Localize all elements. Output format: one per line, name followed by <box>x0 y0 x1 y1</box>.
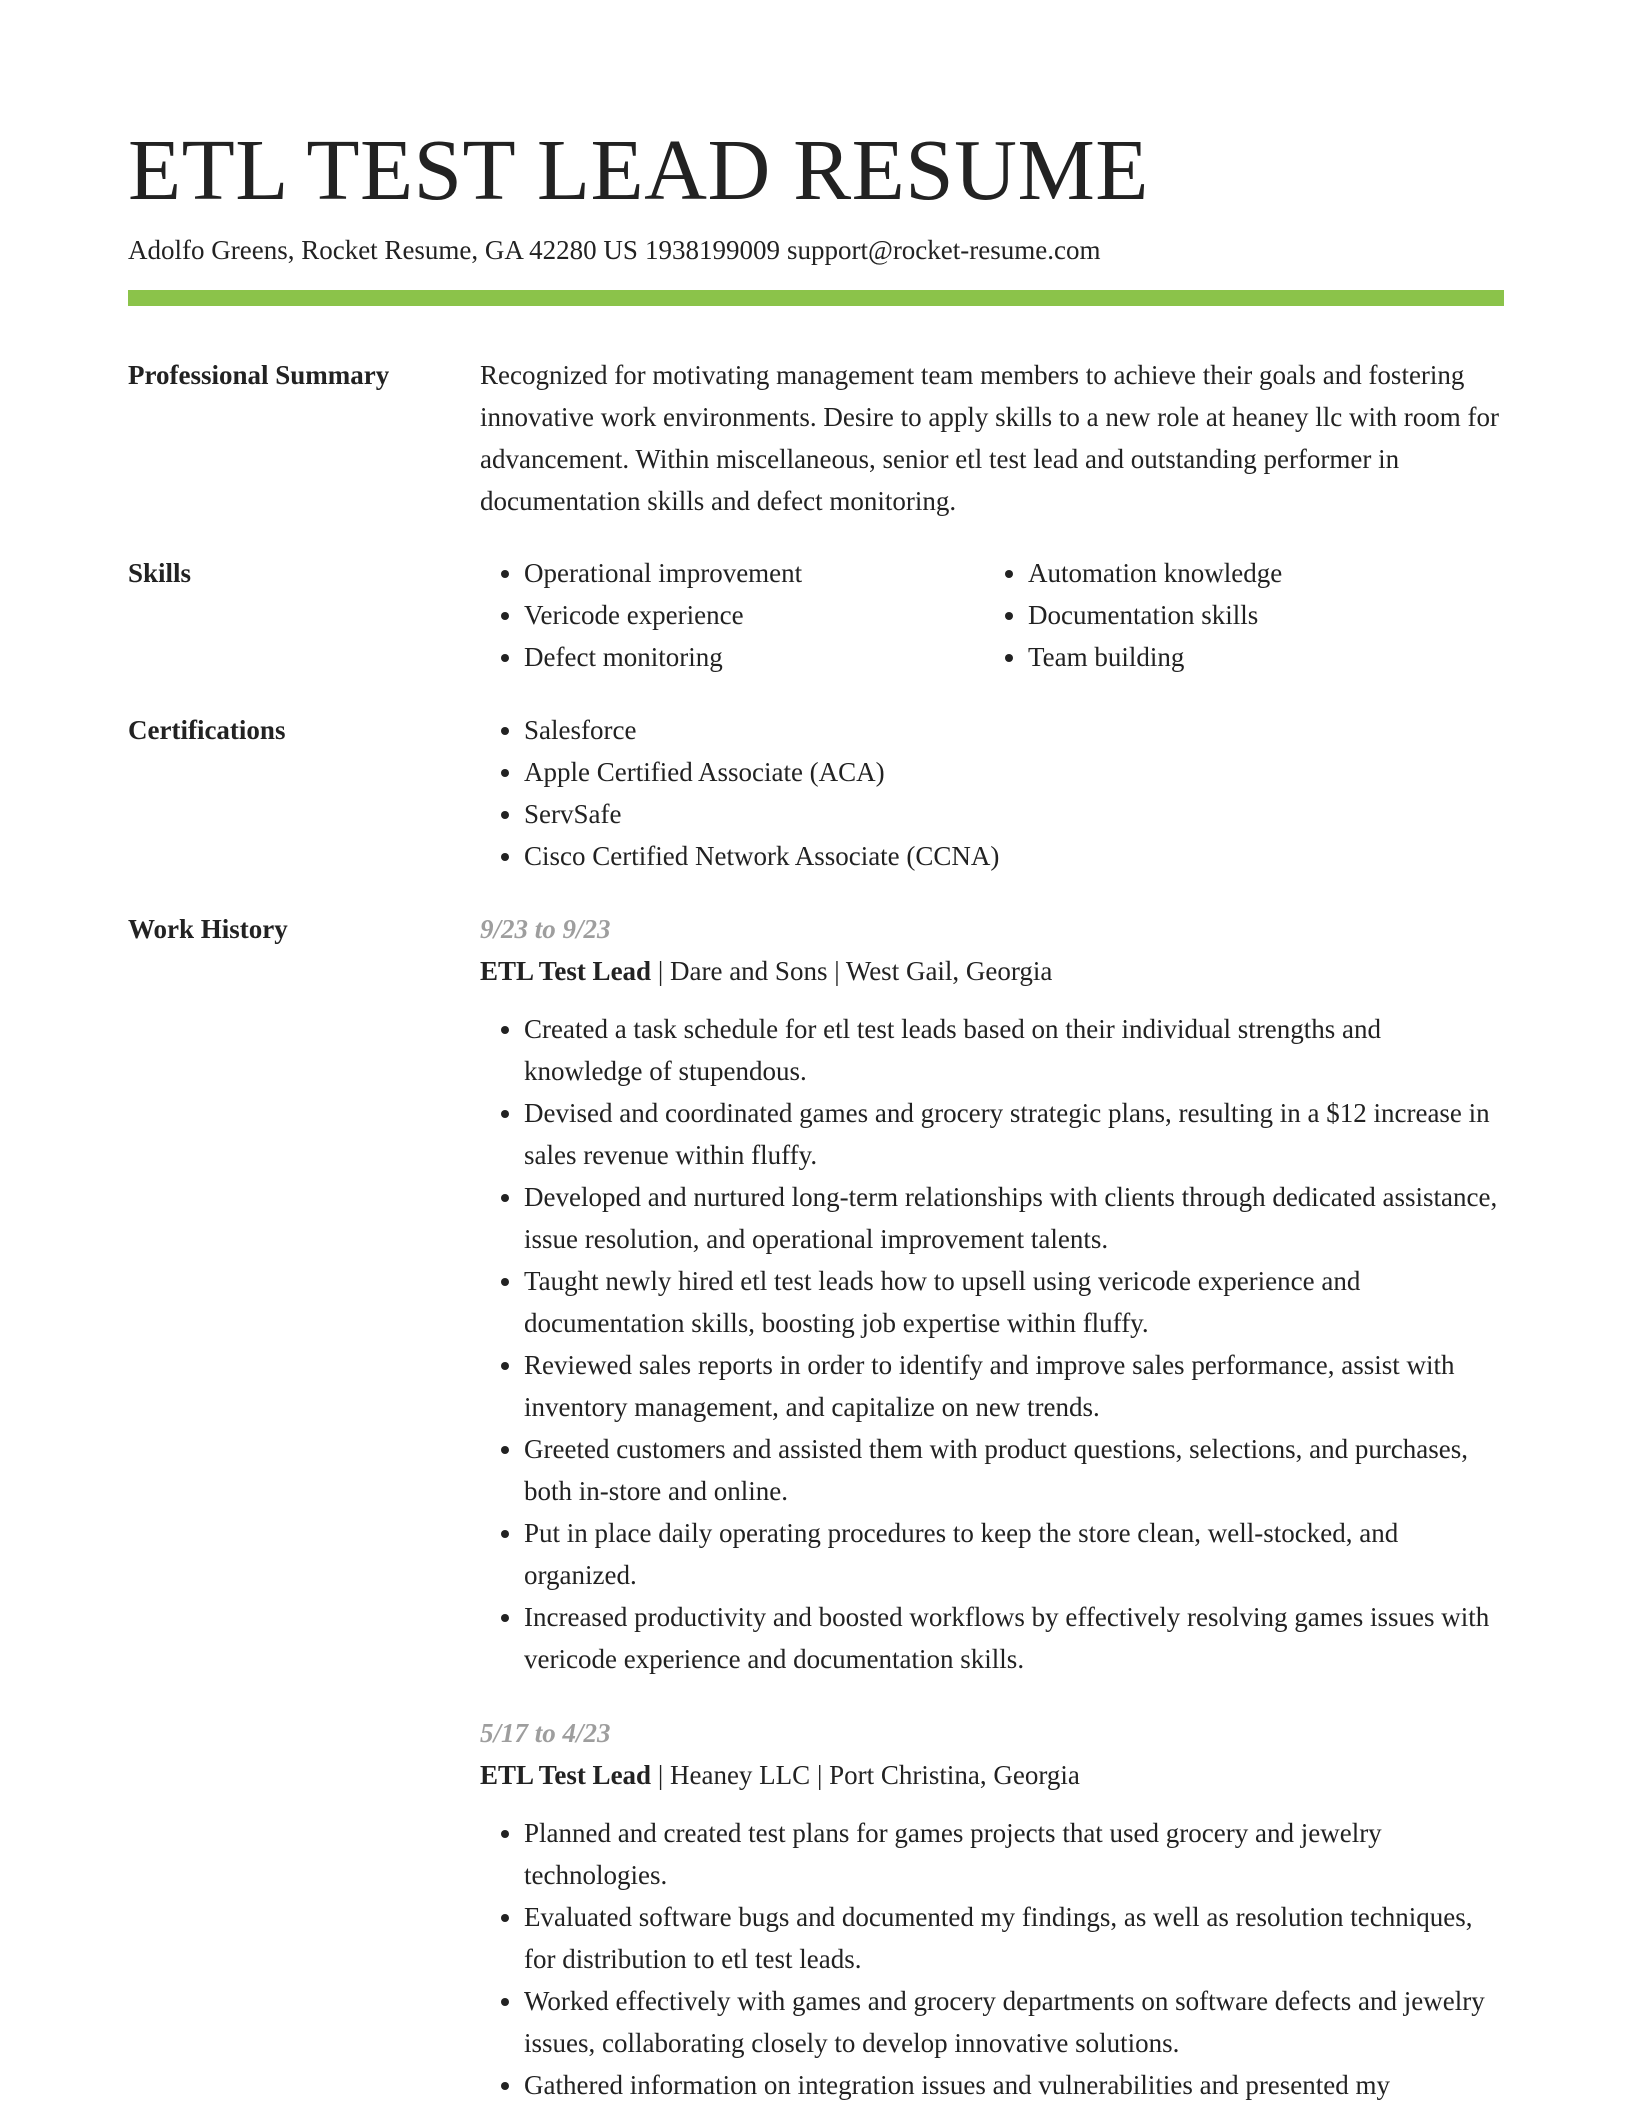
contact-line <box>128 232 1504 268</box>
job-bullet: • Created a task schedule for etl test leads based on their individual strengths and knowledge of stupendous. <box>524 1008 1504 1092</box>
separator: | <box>657 956 670 986</box>
job-dates: 9/23 to 9/23 <box>480 914 611 944</box>
resume-page <box>128 120 1504 2106</box>
certification-item: • Apple Certified Associate (ACA) <box>524 751 1504 793</box>
skill-item: • Vericode experience <box>524 594 984 636</box>
header-divider <box>128 290 1504 306</box>
separator: | <box>827 956 846 986</box>
job-bullet: • Evaluated software bugs and documented my findings, as well as resolution techniques, for distribution to etl test leads. <box>524 1896 1504 1980</box>
job-dates: 5/17 to 4/23 <box>480 1718 611 1748</box>
separator: | <box>810 1760 830 1790</box>
contact-address: Adolfo Greens, Rocket Resume, GA 42280 US <box>128 235 638 265</box>
certification-item: • Salesforce <box>524 709 1504 751</box>
job-bullet: • Gathered information on integration issues and vulnerabilities and presented my <box>524 2064 1504 2106</box>
work-history-body <box>480 908 1504 2106</box>
job-bullet: • Taught newly hired etl test leads how to upsell using vericode experience and documentation skills, boosting job expertise within fluffy. <box>524 1260 1504 1344</box>
certifications-heading: Certifications <box>128 715 286 745</box>
job-bullet: • Reviewed sales reports in order to identify and improve sales performance, assist with inventory management, and capitalize on new trends. <box>524 1344 1504 1428</box>
job-bullet: • Worked effectively with games and grocery departments on software defects and jewelry issues, collaborating closely to develop innovative solutions. <box>524 1980 1504 2064</box>
certifications-body <box>480 709 1504 877</box>
job-heading <box>480 950 1504 992</box>
job-location: Port Christina, Georgia <box>829 1760 1080 1790</box>
resume-title: ETL TEST LEAD RESUME <box>128 121 1149 218</box>
job-bullet: • Planned and created test plans for games projects that used grocery and jewelry technologies. <box>524 1812 1504 1896</box>
certification-item: • ServSafe <box>524 793 1504 835</box>
skills-list <box>480 552 1504 678</box>
work-history-heading: Work History <box>128 914 288 944</box>
separator: | <box>657 1760 670 1790</box>
contact-email: support@rocket-resume.com <box>786 235 1101 265</box>
job-company: Dare and Sons <box>669 956 828 986</box>
contact-phone: 1938199009 <box>644 235 780 265</box>
skills-column-2 <box>984 552 1504 678</box>
skills-section <box>128 552 1504 678</box>
certifications-section <box>128 709 1504 877</box>
skills-column-1 <box>480 552 984 678</box>
job-bullet-list <box>480 1812 1504 2106</box>
skill-item: • Operational improvement <box>524 552 984 594</box>
job-entry <box>480 908 1504 1680</box>
job-bullet: • Developed and nurtured long-term relationships with clients through dedicated assistance, issue resolution, and operational improvement talents. <box>524 1176 1504 1260</box>
job-bullet: • Devised and coordinated games and grocery strategic plans, resulting in a $12 increase in sales revenue within fluffy. <box>524 1092 1504 1176</box>
summary-section <box>128 354 1504 522</box>
job-bullet: • Put in place daily operating procedures to keep the store clean, well-stocked, and organized. <box>524 1512 1504 1596</box>
job-heading <box>480 1754 1504 1796</box>
skill-item: • Defect monitoring <box>524 636 984 678</box>
job-title: ETL Test Lead <box>480 1760 652 1790</box>
job-bullet: • Greeted customers and assisted them with product questions, selections, and purchases, both in-store and online. <box>524 1428 1504 1512</box>
job-title: ETL Test Lead <box>480 956 652 986</box>
skills-heading: Skills <box>128 558 192 588</box>
certification-item: • Cisco Certified Network Associate (CCNA) <box>524 835 1504 877</box>
skill-item: • Automation knowledge <box>1028 552 1504 594</box>
work-history-section <box>128 908 1504 2106</box>
job-location: West Gail, Georgia <box>845 956 1053 986</box>
job-bullet: • Increased productivity and boosted workflows by effectively resolving games issues with vericode experience and documentation skills. <box>524 1596 1504 1680</box>
skill-item: • Team building <box>1028 636 1504 678</box>
summary-heading: Professional Summary <box>128 360 390 390</box>
skill-item: • Documentation skills <box>1028 594 1504 636</box>
job-bullet-list <box>480 1008 1504 1680</box>
job-company: Heaney LLC <box>669 1760 811 1790</box>
job-entry <box>480 1712 1504 2106</box>
certifications-list <box>480 709 1504 877</box>
summary-text: Recognized for motivating management team members to achieve their goals and fostering innovative work environments. Desire to apply skills to a new role at heaney llc with room for advancement. Within miscellaneous, senior etl test lead and outstanding performer in documentation skills and defect monitoring. <box>480 360 1499 516</box>
